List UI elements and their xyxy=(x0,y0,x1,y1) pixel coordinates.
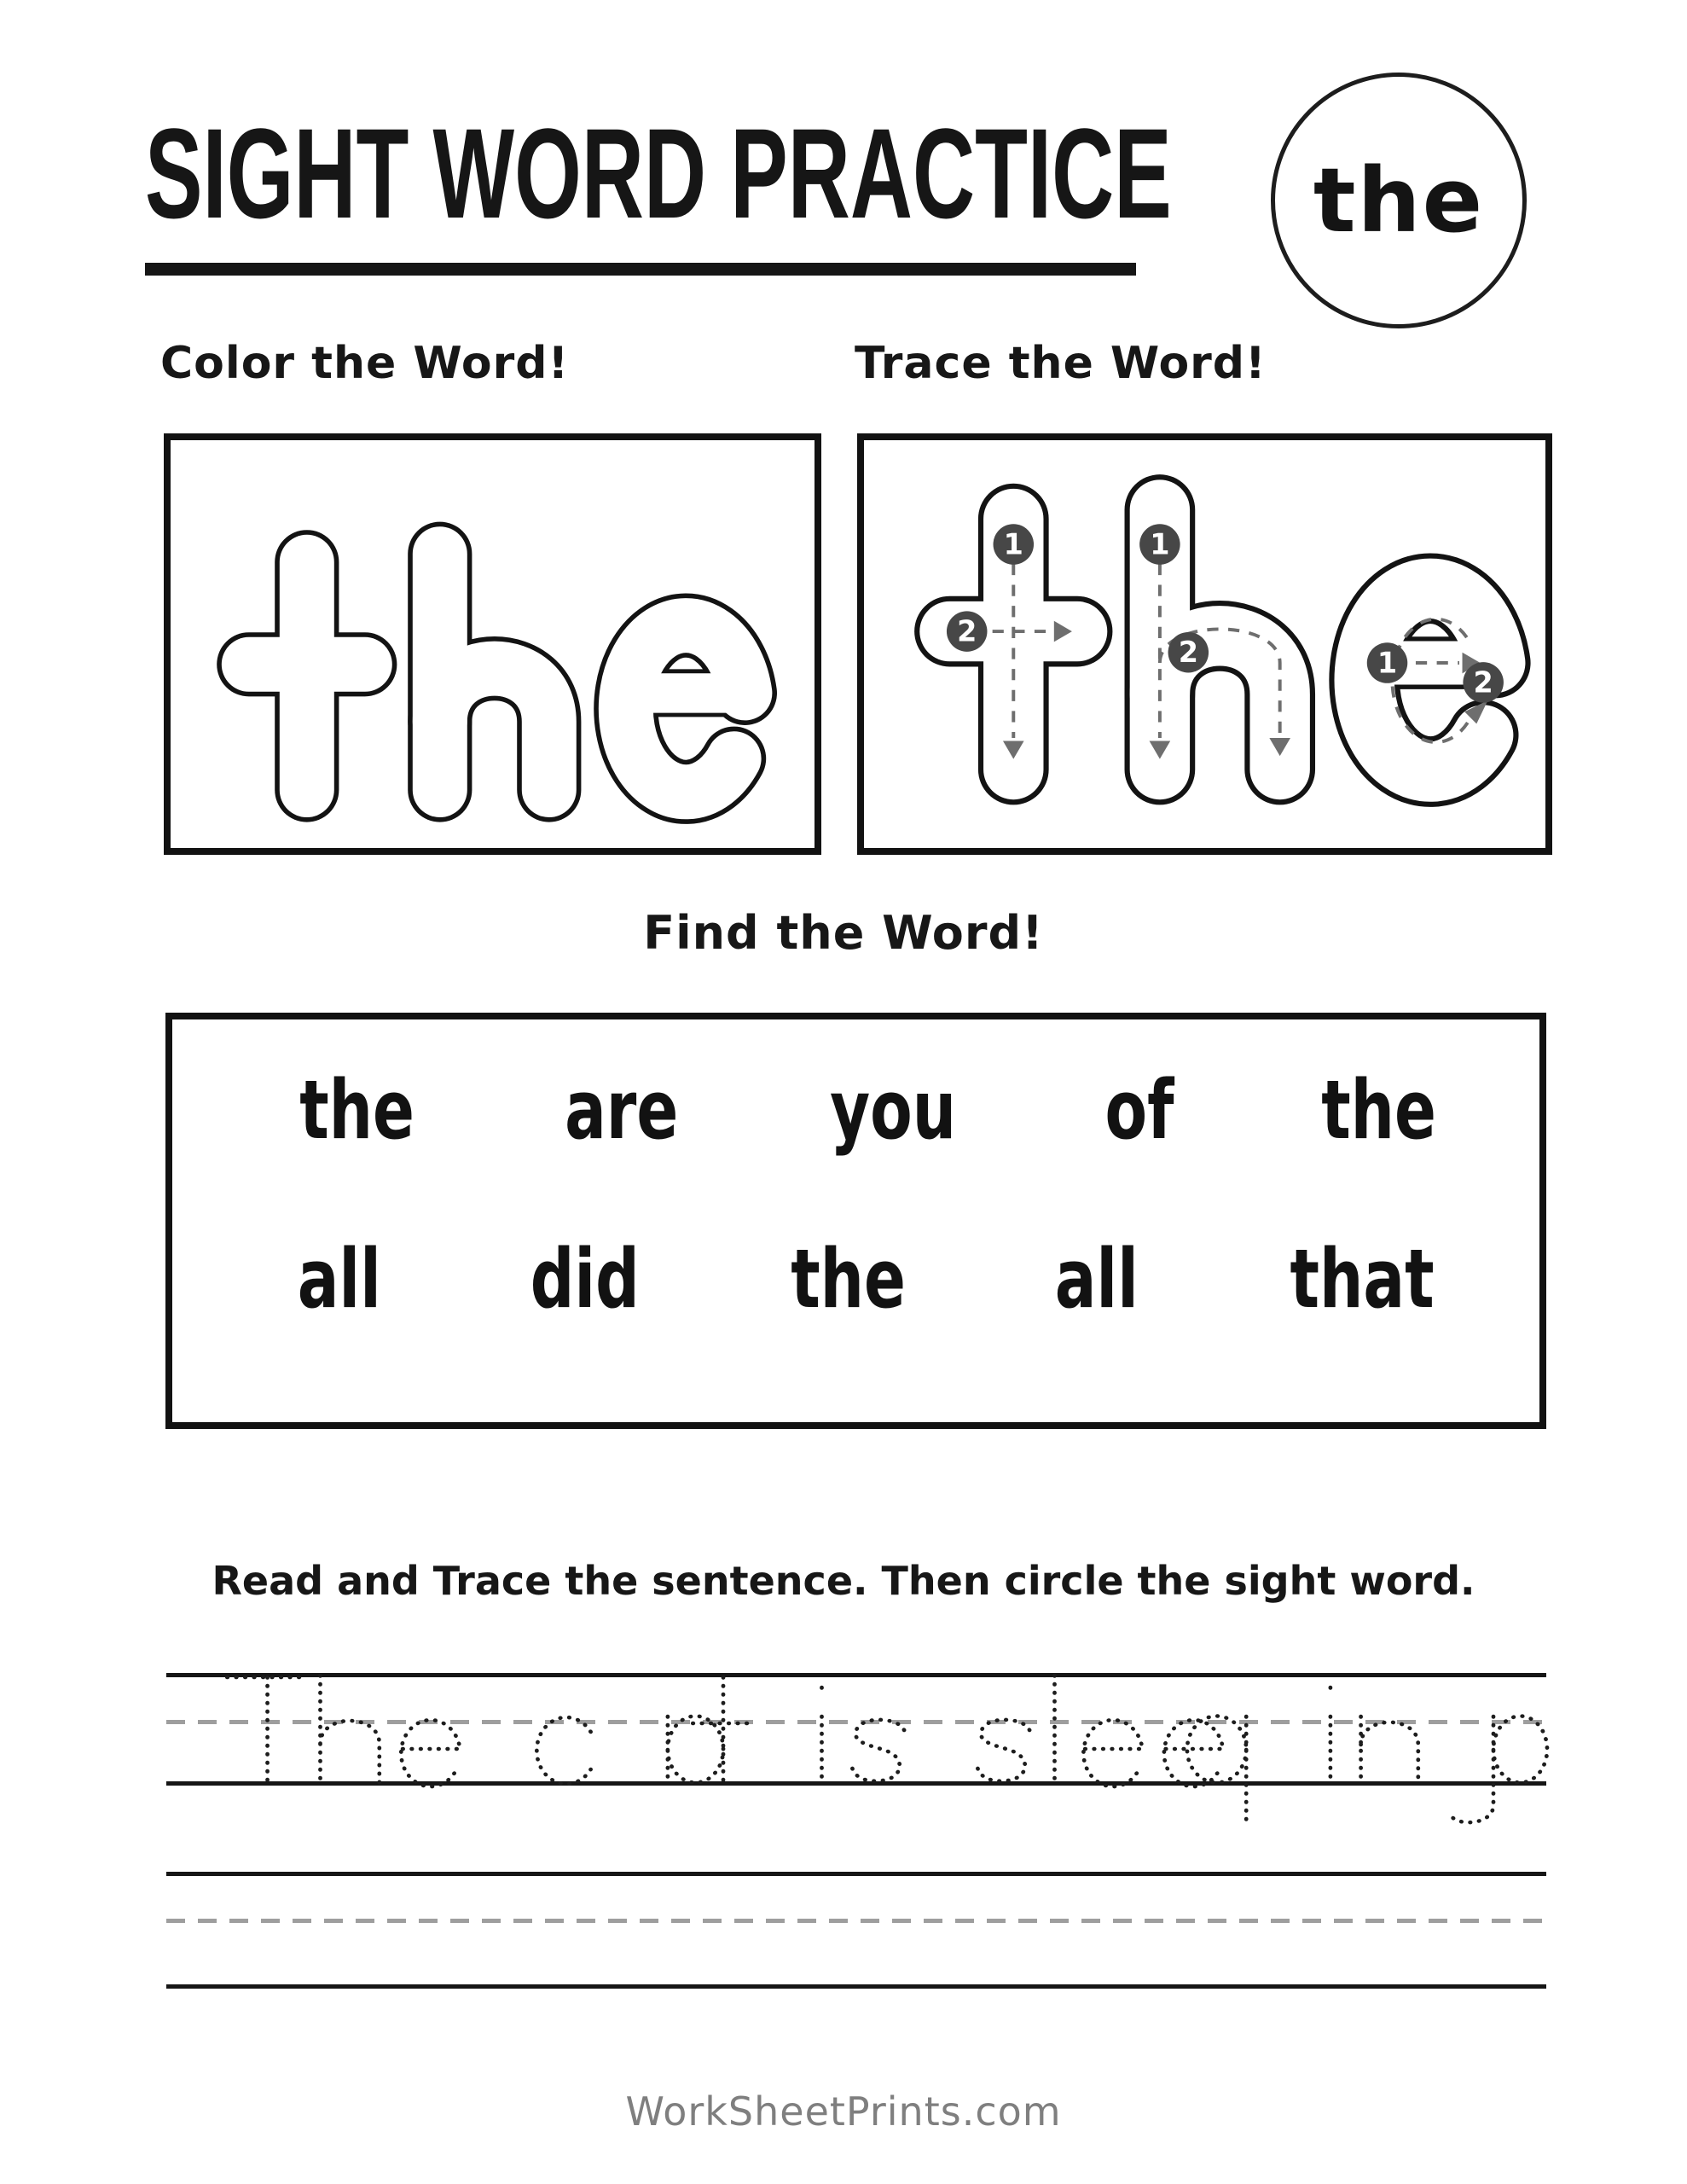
page-title: SIGHT WORD PRACTICE xyxy=(145,102,1172,245)
find-word: are xyxy=(565,1063,679,1158)
color-section-label: Color the Word! xyxy=(160,338,570,389)
sight-word-circle-badge xyxy=(1271,73,1527,328)
trace-bubble-word xyxy=(864,440,1545,848)
find-word-row xyxy=(292,1221,1444,1350)
find-word: that xyxy=(1290,1232,1435,1327)
trace-word-box xyxy=(857,433,1552,855)
find-word: the xyxy=(790,1232,906,1327)
stroke-order-number: 1 xyxy=(1377,646,1398,680)
stroke-order-number: 2 xyxy=(1178,636,1198,670)
find-word: of xyxy=(1104,1063,1174,1158)
color-word-box xyxy=(164,433,821,855)
find-word: all xyxy=(1054,1232,1139,1327)
footer-credit: WorkSheetPrints.com xyxy=(625,2088,1062,2135)
find-word-box xyxy=(165,1013,1546,1429)
find-word: the xyxy=(299,1063,415,1158)
stroke-order-number: 2 xyxy=(1473,665,1493,700)
stroke-order-number: 1 xyxy=(1150,527,1170,561)
find-word: the xyxy=(1320,1063,1436,1158)
writing-line-base-2 xyxy=(166,1984,1546,1989)
color-bubble-word xyxy=(171,440,815,848)
stroke-order-number: 1 xyxy=(1003,527,1023,561)
trace-section-label: Trace the Word! xyxy=(855,338,1267,389)
sight-word: the xyxy=(1313,148,1485,253)
find-word-row xyxy=(292,1052,1444,1182)
traceable-sentence xyxy=(154,1621,1552,1877)
title-underline xyxy=(145,263,1136,276)
stroke-order-number: 2 xyxy=(957,614,977,648)
find-word: you xyxy=(830,1063,957,1158)
find-section-label: Find the Word! xyxy=(643,906,1044,960)
find-word: did xyxy=(530,1232,640,1327)
find-word: all xyxy=(297,1232,381,1327)
sentence-instruction: Read and Trace the sentence. Then circle the sight word. xyxy=(212,1558,1475,1604)
writing-line-mid-2 xyxy=(166,1919,1546,1923)
